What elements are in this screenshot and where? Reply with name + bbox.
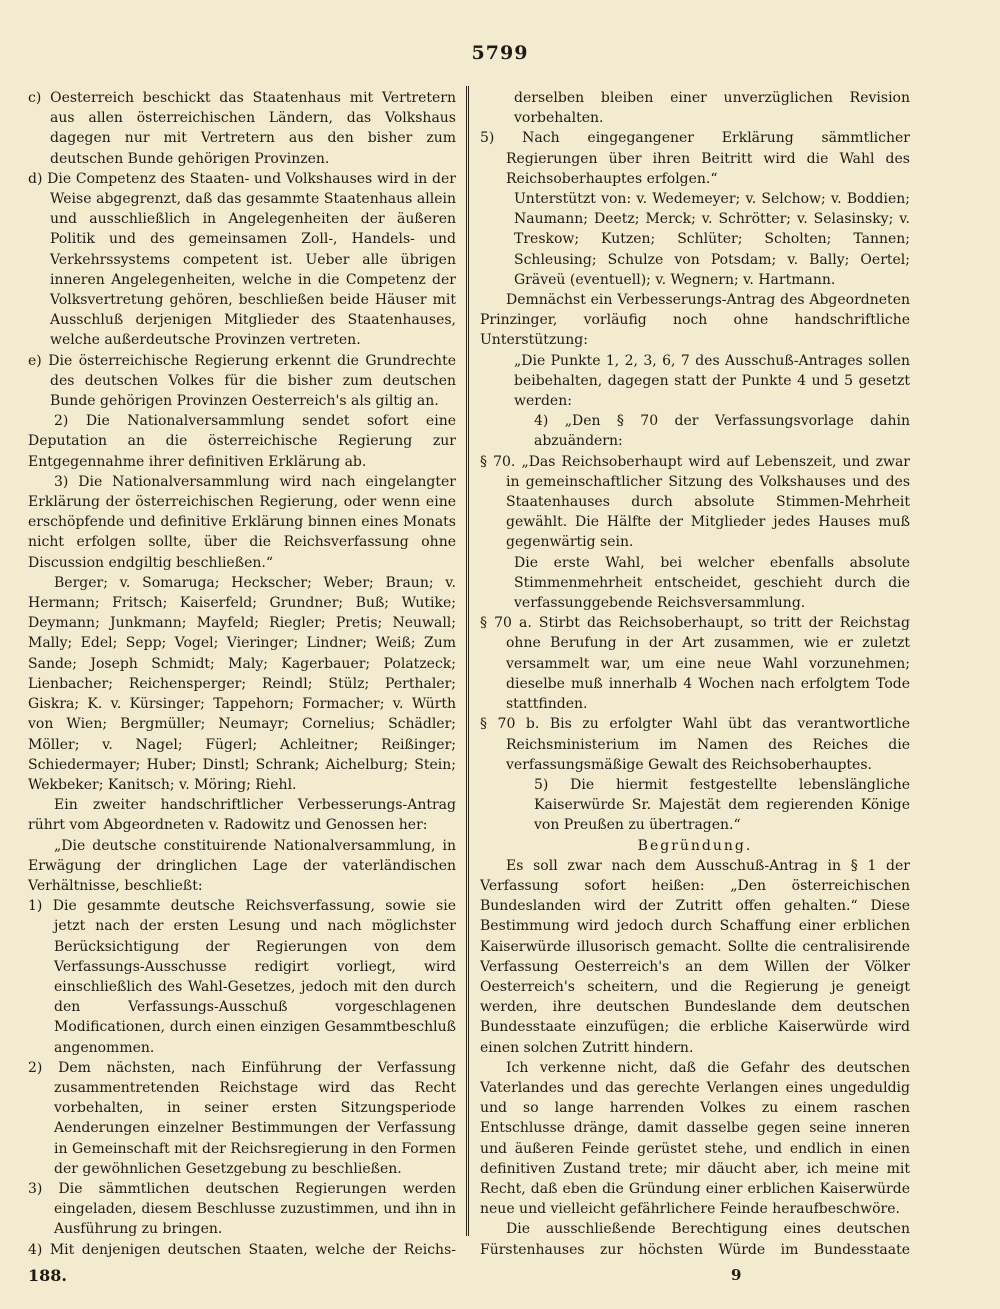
left-paragraph-2: d) Die Competenz des Staaten- und Volkshauses wird in der Weise abgegrenzt, daß das gesammte Staatenhaus allein und ausschließlich in Angelegenheiten der äußeren Politik und des gemeinsamen Zoll-, Handels- und Verkehrssystems competent ist. Ueber alle übrigen inneren Angelegenheiten, welche in die Competenz der Volksvertretung gehören, beschließen beide Häuser mit Ausschluß derjenigen Mitglieder des Staatenhauses, welche außerdeutsche Provinzen vertreten. <box>28 170 456 349</box>
right-paragraph-6: 4) „Den § 70 der Verfassungsvorlage dahin abzuändern: <box>534 413 910 450</box>
right-paragraph-8: Die erste Wahl, bei welcher ebenfalls absolute Stimmenmehrheit entscheidet, geschieht durch die verfassunggebende Reichsversammlung. <box>514 554 910 612</box>
left-paragraph-3: e) Die österreichische Regierung erkennt die Grundrechte des deutschen Volkes für die bisher zum deutschen Bunde gehörigen Provinzen Oesterreich's als giltig an. <box>28 352 456 410</box>
page-number: 5799 <box>471 42 529 64</box>
right-paragraph-14: Ich verkenne nicht, daß die Gefahr des deutschen Vaterlandes und das gerechte Verlangen eines ungeduldig und so lange harrenden Volkes zu einem raschen Entschlusse dränge, damit dasselbe gegen seine inneren und äußeren Feinde gerüstet stehe, und endlich in einen definitiven Zustand trete; mir däucht aber, ich meine mit Recht, daß eben die Gründung einer erblichen Kaiserwürde neue und vielleicht gefährlichere Feinde heraufbeschwöre. <box>480 1059 910 1218</box>
right-column <box>480 88 910 1263</box>
left-paragraph-10: 2) Dem nächsten, nach Einführung der Verfassung zusammentretenden Reichstage wird das Recht vorbehalten, in seiner ersten Sitzungsperiode Aenderungen einzelner Bestimmungen der Verfassung in Gemeinschaft mit der Reichsregierung in den Formen der gewöhnlichen Gesetzgebung zu beschließen. <box>28 1059 456 1177</box>
left-signatories: Berger; v. Somaruga; Heckscher; Weber; Braun; v. Hermann; Fritsch; Kaiserfeld; Grundner; Buß; Wutike; Deymann; Junkmann; Mayfeld; Riegler; Pretis; Neuwall; Mally; Edel; Sepp; Vogel; Vieringer; Lindner; Weiß; Zum Sande; Joseph Schmidt; Maly; Kagerbauer; Polatzeck; Lienbacher; Reichensperger; Reindl; Stülz; Perthaler; Giskra; K. v. Kürsinger; Tappehorn; Formacher; v. Würth von Wien; Bergmüller; Neumayr; Cornelius; Schädler; Möller; v. Nagel; Fügerl; Achleitner; Reißinger; Schiedermayer; Huber; Dinstl; Schrank; Aichelburg; Stein; Wekbeker; Kanitsch; v. Möring; Riehl. <box>28 574 456 793</box>
left-paragraph-5: 3) Die Nationalversammlung wird nach eingelangter Erklärung der österreichischen Regierung, oder wenn eine erschöpfende und definitive Erklärung binnen eines Monats nicht erfolgen sollte, über die Reichsverfassung ohne Discussion endgiltig beschließen.“ <box>28 473 456 571</box>
left-paragraph-9: 1) Die gesammte deutsche Reichsverfassung, sowie sie jetzt nach der ersten Lesung und nach möglichster Berücksichtigung der Regierungen von dem Verfassungs-Ausschusse redigirt vorliegt, wird einschließlich des Wahl-Gesetzes, jedoch mit den durch den Verfassungs-Ausschuß vorgeschlagenen Modificationen, durch einen einzigen Gesammtbeschluß angenommen. <box>28 898 456 1056</box>
right-paragraph-7: § 70. „Das Reichsoberhaupt wird auf Lebenszeit, und zwar in gemeinschaftlicher Sitzung des Volkshauses und des Staatenhauses durch absolute Stimmen-Mehrheit gewählt. Die Hälfte der Mitglieder jedes Hauses muß gegenwärtig sein. <box>480 453 910 551</box>
right-signatories: Unterstützt von: v. Wedemeyer; v. Selchow; v. Boddien; Naumann; Deetz; Merck; v. Schrötter; v. Selasinsky; v. Treskow; Kutzen; Schlüter; Scholten; Tannen; Schleusing; Schulze von Potsdam; v. Bally; Oertel; Gräveü (eventuell); v. Wegnern; v. Hartmann. <box>514 191 910 288</box>
right-paragraph-13: Es soll zwar nach dem Ausschuß-Antrag in § 1 der Verfassung sofort heißen: „Den österreichischen Bundeslanden wird der Zutritt offen gehalten.“ Diese Bestimmung wird jedoch durch Schaffung einer erblichen Kaiserwürde illusorisch gemacht. Sollte die centralisirende Verfassung Oesterreich's an dem Willen der Völker Oesterreich's scheitern, und die Regierung je geneigt werden, ihre deutschen Bundeslande dem deutschen Bundesstaate einzufügen; die erbliche Kaiserwürde wird einen solchen Zutritt hindern. <box>480 857 910 1056</box>
column-divider <box>466 86 469 1236</box>
right-paragraph-11: 5) Die hiermit festgestellte lebenslängliche Kaiserwürde Sr. Majestät dem regierenden Könige von Preußen zu übertragen.“ <box>534 776 910 834</box>
signature-mark: 188. <box>28 1266 67 1285</box>
right-paragraph-1: derselben bleiben einer unverzüglichen Revision vorbehalten. <box>514 90 910 127</box>
right-paragraph-15: Die ausschließende Berechtigung eines deutschen Fürstenhauses zur höchsten Würde im Bundesstaate <box>480 1221 910 1258</box>
right-paragraph-9: § 70 a. Stirbt das Reichsoberhaupt, so tritt der Reichstag ohne Berufung in der Art zusammen, wie er zuletzt versammelt war, um eine neue Wahl vorzunehmen; dieselbe muß innerhalb 4 Wochen nach erfolgtem Tode stattfinden. <box>480 615 910 713</box>
left-paragraph-12: 4) Mit denjenigen deutschen Staaten, welche der Reichs- <box>28 1241 456 1258</box>
right-paragraph-2: 5) Nach eingegangener Erklärung sämmtlicher Regierungen über ihren Beitritt wird die Wahl des Reichsoberhauptes erfolgen.“ <box>480 130 910 187</box>
left-paragraph-11: 3) Die sämmtlichen deutschen Regierungen werden eingeladen, diesem Beschlusse zuzustimmen, und ihn in Ausführung zu bringen. <box>28 1180 456 1238</box>
right-paragraph-10: § 70 b. Bis zu erfolgter Wahl übt das verantwortliche Reichsministerium im Namen des Reiches die verfassungsmäßige Gewalt des Reichsoberhauptes. <box>480 716 910 773</box>
left-paragraph-8: „Die deutsche constituirende Nationalversammlung, in Erwägung der dringlichen Lage der vaterländischen Verhältnisse, beschließt: <box>28 837 456 894</box>
right-paragraph-4: Demnächst ein Verbesserungs-Antrag des Abgeordneten Prinzinger, vorläufig noch ohne handschriftliche Unterstützung: <box>480 292 910 349</box>
section-heading: Begründung. <box>637 837 753 854</box>
right-paragraph-5: „Die Punkte 1, 2, 3, 6, 7 des Ausschuß-Antrages sollen beibehalten, dagegen statt der Punkte 4 und 5 gesetzt werden: <box>514 352 910 410</box>
left-column <box>28 88 456 1263</box>
sheet-number: 9 <box>731 1266 742 1284</box>
left-paragraph-4: 2) Die Nationalversammlung sendet sofort eine Deputation an die österreichische Regierung zur Entgegennahme ihrer definitiven Erklärung ab. <box>28 413 456 470</box>
left-paragraph-7: Ein zweiter handschriftlicher Verbesserungs-Antrag rührt vom Abgeordneten v. Radowitz und Genossen her: <box>28 797 456 834</box>
left-paragraph-1: c) Oesterreich beschickt das Staatenhaus mit Vertretern aus allen österreichischen Ländern, das Volkshaus dagegen nur mit Vertretern aus den bisher zum deutschen Bunde gehörigen Provinzen. <box>28 90 456 167</box>
